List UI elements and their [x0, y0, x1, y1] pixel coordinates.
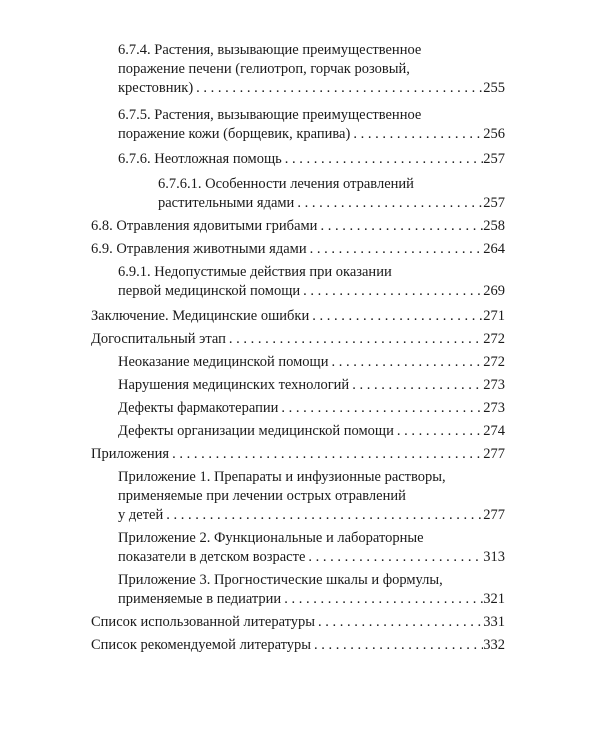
toc-entry-text: показатели в детском возрасте: [118, 549, 306, 565]
toc-entry[interactable]: [158, 175, 505, 213]
toc-entry-text: Приложение 1. Препараты и инфузионные растворы,: [118, 469, 446, 485]
dot-leader: [315, 613, 483, 632]
toc-entry[interactable]: [91, 636, 505, 655]
dot-leader: [328, 353, 483, 372]
toc-entry-text: Приложение 2. Функциональные и лабораторные: [118, 530, 424, 546]
toc-page-number: 257: [483, 151, 505, 167]
toc-entry[interactable]: [91, 613, 505, 632]
toc-entry-text: поражение печени (гелиотроп, горчак розовый,: [118, 61, 410, 77]
toc-entry-text: Дефекты фармакотерапии: [118, 400, 279, 416]
toc-entry-text: у детей: [118, 507, 164, 523]
toc-page-number: 313: [483, 549, 505, 565]
toc-page-number: 272: [483, 354, 505, 370]
dot-leader: [163, 506, 483, 525]
dot-leader: [193, 79, 483, 98]
toc-entry-text: Приложение 3. Прогностические шкалы и формулы,: [118, 572, 443, 588]
toc-entry[interactable]: [118, 399, 505, 418]
toc-page-number: 273: [483, 377, 505, 393]
dot-leader: [307, 240, 484, 259]
toc-entry-text: 6.9. Отравления животными ядами: [91, 241, 307, 257]
toc-entry[interactable]: [118, 150, 505, 169]
toc-entry[interactable]: [118, 106, 505, 144]
toc-page-number: 277: [483, 507, 505, 523]
toc-entry-text: Неоказание медицинской помощи: [118, 354, 329, 370]
toc-entry-text: Заключение. Медицинские ошибки: [91, 308, 310, 324]
toc-entry-text: крестовник): [118, 80, 194, 96]
toc-entry[interactable]: [91, 445, 505, 464]
toc-entry-text: 6.9.1. Недопустимые действия при оказании: [118, 264, 392, 280]
toc-entry[interactable]: [118, 468, 505, 525]
toc-entry-text: первой медицинской помощи: [118, 283, 301, 299]
toc-entry-text: 6.8. Отравления ядовитыми грибами: [91, 218, 318, 234]
toc-page-number: 255: [483, 80, 505, 96]
dot-leader: [169, 445, 483, 464]
toc-entry[interactable]: [118, 571, 505, 609]
toc-entry-text: 6.7.6. Неотложная помощь: [118, 151, 282, 167]
dot-leader: [281, 590, 483, 609]
toc-entry[interactable]: [118, 422, 505, 441]
toc-page-number: 277: [483, 446, 505, 462]
toc-entry-text: 6.7.4. Растения, вызывающие преимущественное: [118, 42, 422, 58]
dot-leader: [311, 636, 483, 655]
toc-entry[interactable]: [91, 217, 505, 236]
toc-entry-text: Приложения: [91, 446, 170, 462]
toc-page-number: 273: [483, 400, 505, 416]
toc-entry[interactable]: [118, 529, 505, 567]
toc-entry-text: 6.7.5. Растения, вызывающие преимущественное: [118, 107, 422, 123]
toc-entry-text: Дефекты организации медицинской помощи: [118, 423, 394, 439]
dot-leader: [300, 282, 483, 301]
toc-page-number: 258: [483, 218, 505, 234]
dot-leader: [317, 217, 483, 236]
dot-leader: [350, 125, 483, 144]
toc-page-number: 274: [483, 423, 505, 439]
toc-page-number: 331: [483, 614, 505, 630]
toc-page-number: 264: [483, 241, 505, 257]
toc-entry[interactable]: [118, 376, 505, 395]
toc-entry[interactable]: [118, 263, 505, 301]
dot-leader: [394, 422, 483, 441]
toc-entry-text: Список использованной литературы: [91, 614, 316, 630]
toc-entry[interactable]: [118, 41, 505, 98]
toc-entry-text: применяемые в педиатрии: [118, 591, 282, 607]
dot-leader: [309, 307, 483, 326]
dot-leader: [294, 194, 483, 213]
toc-page-number: 269: [483, 283, 505, 299]
toc-page-number: 256: [483, 126, 505, 142]
toc-entry-text: применяемые при лечении острых отравлений: [118, 488, 406, 504]
toc-entry-text: Догоспитальный этап: [91, 331, 226, 347]
toc-entry[interactable]: [118, 353, 505, 372]
table-of-contents: [0, 41, 600, 655]
toc-entry-text: Список рекомендуемой литературы: [91, 637, 312, 653]
dot-leader: [349, 376, 483, 395]
toc-entry[interactable]: [91, 240, 505, 259]
dot-leader: [282, 150, 483, 169]
toc-page-number: 272: [483, 331, 505, 347]
toc-entry[interactable]: [91, 330, 505, 349]
toc-page-number: 271: [483, 308, 505, 324]
dot-leader: [305, 548, 483, 567]
toc-page-number: 332: [483, 637, 505, 653]
toc-entry-text: 6.7.6.1. Особенности лечения отравлений: [158, 176, 414, 192]
dot-leader: [278, 399, 483, 418]
dot-leader: [226, 330, 483, 349]
toc-page-number: 321: [483, 591, 505, 607]
toc-entry-text: Нарушения медицинских технологий: [118, 377, 350, 393]
toc-entry-text: поражение кожи (борщевик, крапива): [118, 126, 351, 142]
toc-page-number: 257: [483, 195, 505, 211]
toc-entry[interactable]: [91, 307, 505, 326]
toc-entry-text: растительными ядами: [158, 195, 295, 211]
